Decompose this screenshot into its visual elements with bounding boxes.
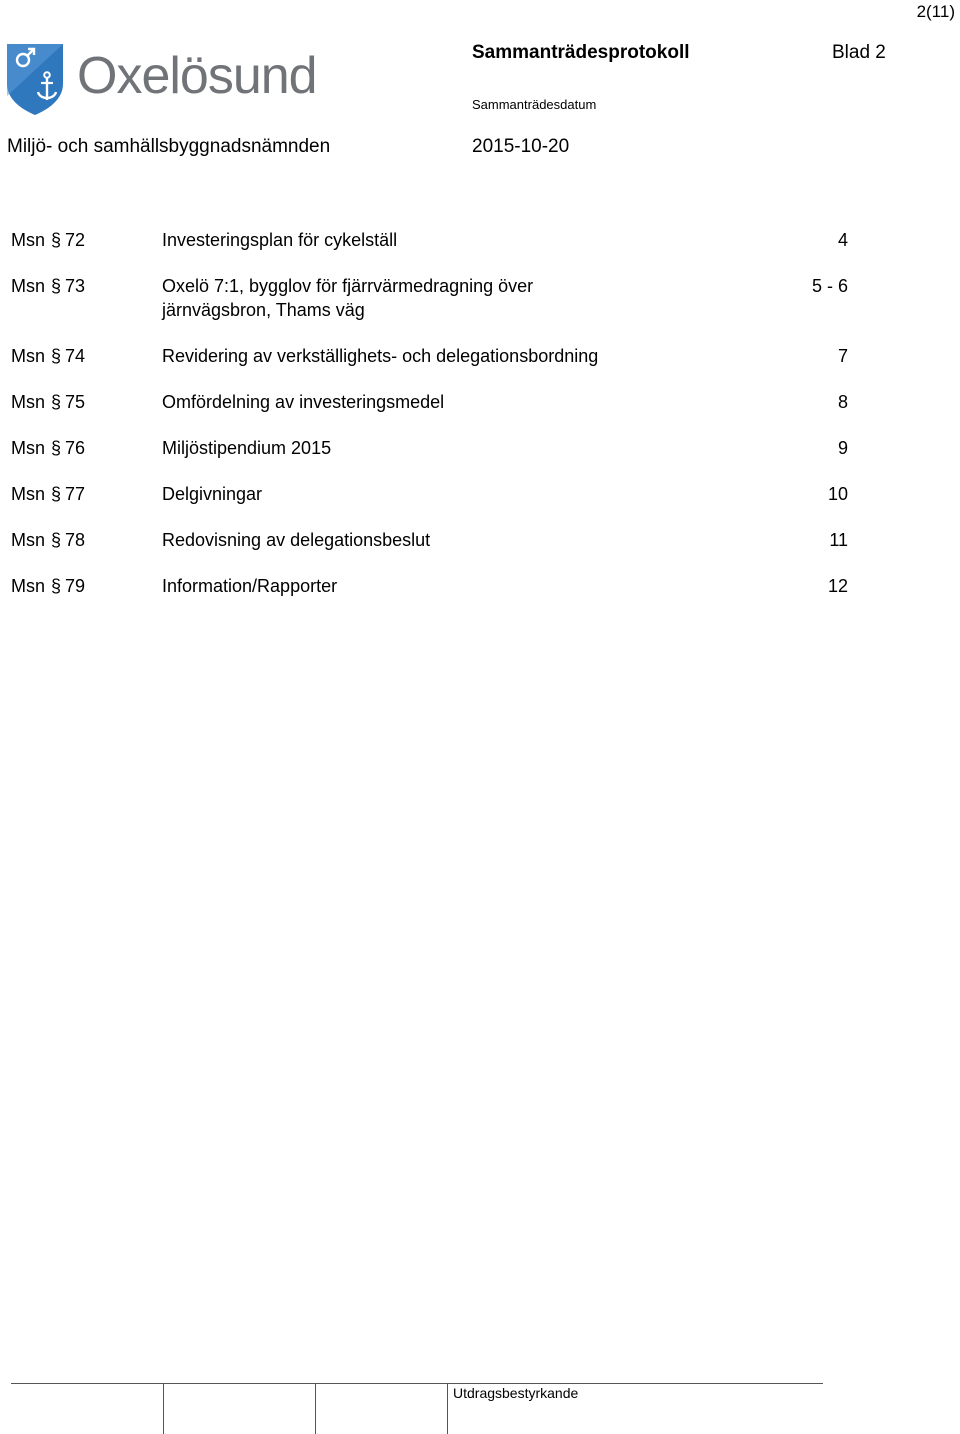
section-sign: § [51, 276, 62, 296]
paragraph-reference [11, 390, 85, 414]
toc-row [0, 274, 960, 322]
paragraph-number: 74 [65, 346, 86, 366]
paragraph-number: 72 [65, 230, 86, 250]
paragraph-number: 79 [65, 576, 86, 596]
agenda-item-title [162, 274, 782, 322]
footer-divider [447, 1383, 448, 1434]
paragraph-number: 76 [65, 438, 86, 458]
paragraph-reference [11, 228, 85, 252]
section-sign: § [51, 438, 62, 458]
meeting-date-label: Sammanträdesdatum [472, 97, 597, 112]
page-reference: 8 [837, 392, 848, 412]
paragraph-number: 73 [65, 276, 86, 296]
paragraph-prefix: Msn [11, 392, 46, 412]
municipality-logo [7, 40, 327, 116]
toc-row [0, 390, 960, 414]
committee-name: Miljö- och samhällsbyggnadsnämnden [7, 136, 331, 157]
paragraph-reference [11, 274, 85, 298]
agenda-item-title-line: järnvägsbron, Thams väg [162, 300, 365, 320]
toc-row [0, 574, 960, 598]
section-sign: § [51, 346, 62, 366]
footer-divider [163, 1383, 164, 1434]
agenda-item-title-line: Omfördelning av investeringsmedel [162, 392, 445, 412]
paragraph-prefix: Msn [11, 346, 46, 366]
paragraph-reference [11, 574, 85, 598]
paragraph-reference [11, 344, 85, 368]
toc-row [0, 344, 960, 368]
document-title: Sammanträdesprotokoll [472, 42, 690, 63]
paragraph-reference [11, 528, 85, 552]
paragraph-reference [11, 482, 85, 506]
agenda-item-title-line: Redovisning av delegationsbeslut [162, 530, 431, 550]
toc-row [0, 436, 960, 460]
agenda-item-title [162, 482, 782, 506]
certification-label: Utdragsbestyrkande [453, 1385, 579, 1401]
paragraph-reference [11, 436, 85, 460]
page-reference: 7 [837, 346, 848, 366]
paragraph-prefix: Msn [11, 276, 46, 296]
agenda-item-title-line: Miljöstipendium 2015 [162, 438, 332, 458]
paragraph-prefix: Msn [11, 438, 46, 458]
paragraph-number: 78 [65, 530, 86, 550]
page-reference: 11 [829, 530, 848, 550]
page-reference: 12 [827, 576, 848, 596]
section-sign: § [51, 530, 62, 550]
paragraph-prefix: Msn [11, 484, 46, 504]
agenda-item-title [162, 228, 782, 252]
page-reference: 5 - 6 [811, 276, 848, 296]
logo-text: Oxelösund [77, 47, 317, 105]
agenda-item-title-line: Oxelö 7:1, bygglov för fjärrvärmedragning över [162, 276, 534, 296]
agenda-item-title [162, 528, 782, 552]
page-reference: 4 [837, 230, 848, 250]
agenda-item-title-line: Revidering av verkställighets- och delegationsbordning [162, 346, 599, 366]
paragraph-number: 75 [65, 392, 86, 412]
meeting-date: 2015-10-20 [472, 136, 570, 157]
paragraph-prefix: Msn [11, 576, 46, 596]
toc-row [0, 228, 960, 252]
agenda-item-title [162, 390, 782, 414]
paragraph-prefix: Msn [11, 230, 46, 250]
sheet-number: Blad 2 [832, 42, 886, 63]
paragraph-prefix: Msn [11, 530, 46, 550]
page-reference: 9 [837, 438, 848, 458]
agenda-item-title [162, 436, 782, 460]
footer-signature-box [11, 1383, 823, 1434]
footer-rule [11, 1383, 823, 1384]
agenda-item-title-line: Delgivningar [162, 484, 263, 504]
paragraph-number: 77 [65, 484, 86, 504]
section-sign: § [51, 484, 62, 504]
toc-row [0, 482, 960, 506]
page-reference: 10 [827, 484, 848, 504]
agenda-item-title [162, 344, 782, 368]
agenda-item-title-line: Information/Rapporter [162, 576, 338, 596]
section-sign: § [51, 392, 62, 412]
section-sign: § [51, 230, 62, 250]
agenda-item-title-line: Investeringsplan för cykelställ [162, 230, 398, 250]
agenda-item-title [162, 574, 782, 598]
section-sign: § [51, 576, 62, 596]
footer-divider [315, 1383, 316, 1434]
toc-row [0, 528, 960, 552]
page-number: 2(11) [916, 2, 955, 21]
